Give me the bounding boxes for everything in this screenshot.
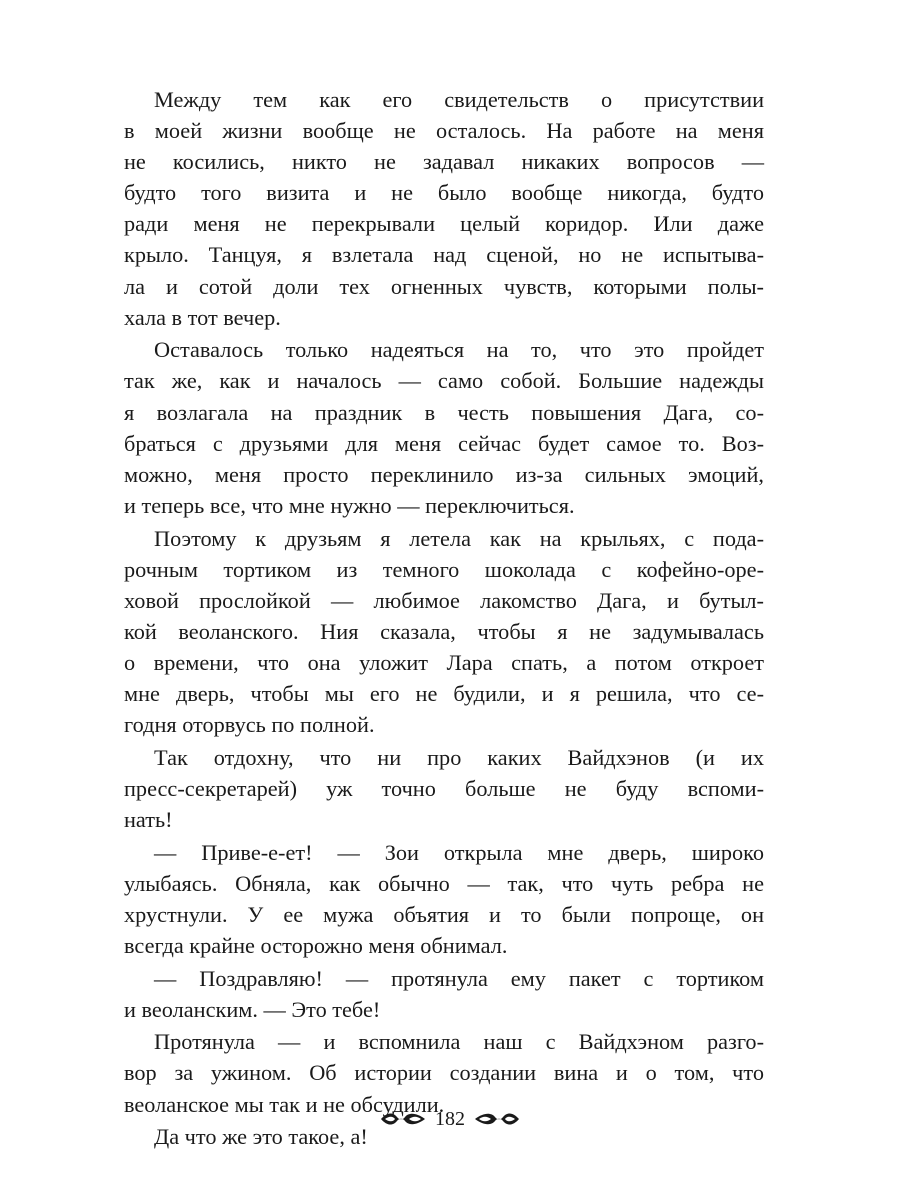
text-line: Так отдохну, что ни про каких Вайдхэнов (и их bbox=[154, 744, 764, 770]
paragraph bbox=[124, 84, 764, 333]
text-line: ховой прослойкой — любимое лакомство Дага, и бутыл- bbox=[124, 587, 764, 613]
text-line: годня оторвусь по полной. bbox=[124, 712, 375, 738]
text-line: крыло. Танцуя, я взлетала над сценой, но не испытыва- bbox=[124, 242, 764, 268]
text-line: вор за ужином. Об истории создании вина и о том, что bbox=[124, 1060, 764, 1086]
text-line: так же, как и началось — само собой. Большие надежды bbox=[124, 368, 764, 394]
text-line: всегда крайне осторожно меня обнимал. bbox=[124, 932, 508, 958]
text-line: Протянула — и вспомнила наш с Вайдхэном разго- bbox=[154, 1029, 764, 1055]
text-line: ла и сотой доли тех огненных чувств, которыми полы- bbox=[124, 273, 764, 299]
text-line: о времени, что она уложит Лара спать, а потом откроет bbox=[124, 649, 764, 675]
text-line: Оставалось только надеяться на то, что это пройдет bbox=[154, 337, 764, 363]
page-footer bbox=[0, 1104, 900, 1134]
text-line: ради меня не перекрывали целый коридор. Или даже bbox=[124, 211, 764, 237]
text-line: рочным тортиком из темного шоколада с кофейно-оре- bbox=[124, 556, 764, 582]
text-line: Да что же это такое, а! bbox=[154, 1124, 368, 1150]
body-text bbox=[124, 84, 764, 1154]
text-line: будто того визита и не было вообще никогда, будто bbox=[124, 180, 764, 206]
text-line: кой веоланского. Ния сказала, чтобы я не задумывалась bbox=[124, 618, 764, 644]
paragraph bbox=[124, 334, 764, 521]
text-line: хрустнули. У ее мужа объятия и то были попроще, он bbox=[124, 901, 764, 927]
text-line: Поэтому к друзьям я летела как на крыльях, с пода- bbox=[154, 525, 764, 551]
right-flourish-ornament-icon bbox=[473, 1109, 521, 1129]
text-line: я возлагала на праздник в честь повышения Дага, со- bbox=[124, 399, 764, 425]
page-number: 182 bbox=[435, 1108, 465, 1130]
text-line: хала в тот вечер. bbox=[124, 304, 281, 330]
text-line: улыбаясь. Обняла, как обычно — так, что чуть ребра не bbox=[124, 870, 764, 896]
paragraph bbox=[124, 963, 764, 1025]
paragraph bbox=[124, 837, 764, 961]
text-line: и веоланским. — Это тебе! bbox=[124, 996, 381, 1022]
text-line: мне дверь, чтобы мы его не будили, и я решила, что се- bbox=[124, 680, 764, 706]
text-line: веоланское мы так и не обсудили. bbox=[124, 1091, 445, 1117]
text-line: Между тем как его свидетельств о присутствии bbox=[154, 87, 764, 112]
text-line: браться с друзьями для меня сейчас будет самое то. Воз- bbox=[124, 430, 764, 456]
paragraph bbox=[124, 523, 764, 741]
text-line: и теперь все, что мне нужно — переключиться. bbox=[124, 492, 575, 518]
text-line: нать! bbox=[124, 806, 173, 832]
text-line: в моей жизни вообще не осталось. На работе на меня bbox=[124, 118, 764, 144]
left-flourish-ornament-icon bbox=[379, 1109, 427, 1129]
paragraph bbox=[124, 742, 764, 835]
text-line: можно, меня просто переклинило из-за сильных эмоций, bbox=[124, 461, 764, 487]
text-line: — Поздравляю! — протянула ему пакет с тортиком bbox=[154, 965, 764, 991]
text-line: пресс-секретарей) уж точно больше не буду вспоми- bbox=[124, 775, 764, 801]
text-line: не косились, никто не задавал никаких вопросов — bbox=[124, 149, 764, 175]
text-line: — Приве-е-ет! — Зои открыла мне дверь, широко bbox=[154, 839, 764, 865]
